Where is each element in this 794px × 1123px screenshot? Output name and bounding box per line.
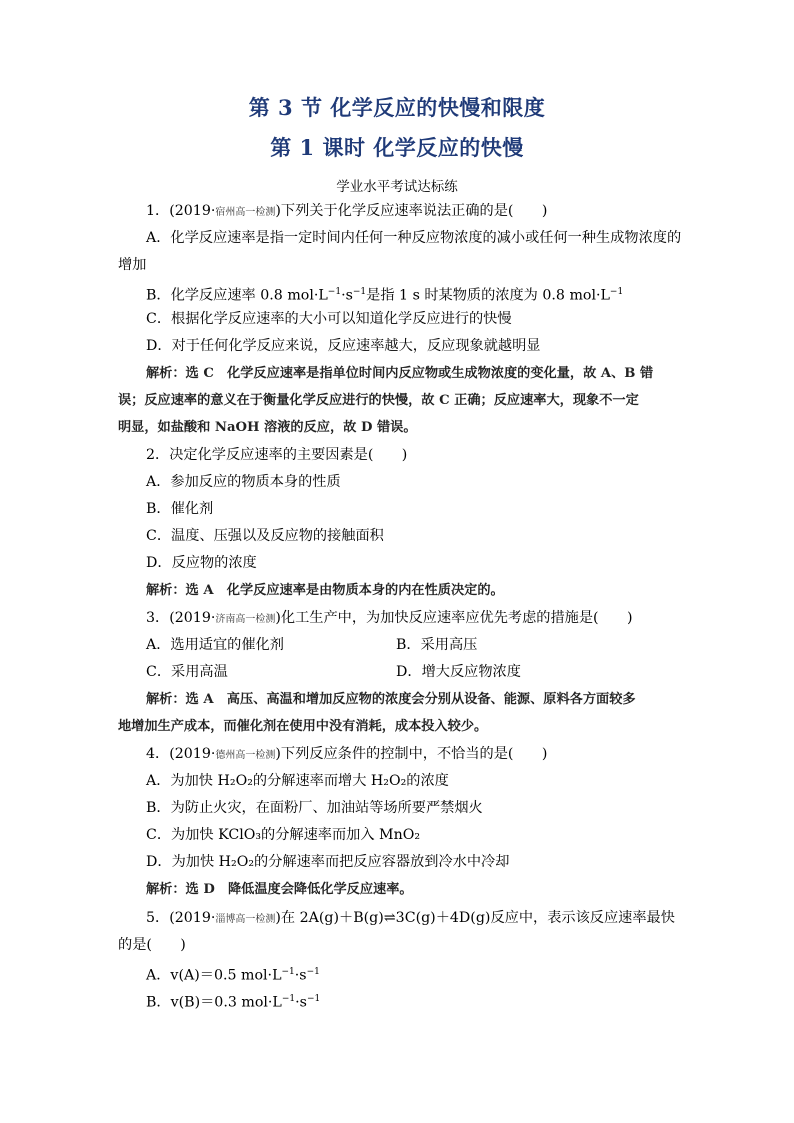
q5-option-a: A．v(A)＝0.5 $mol\cdot L^{-1}\cdot s^{-1}$ [146,967,320,984]
exercise-subtitle: 学业水平考试达标练 [336,179,458,195]
q5-option-b: B．v(B)＝0.3 $mol\cdot L^{-1}\cdot s^{-1}$ [146,994,321,1011]
q1-explanation-3: 明显，如盐酸和 NaOH 溶液的反应，故 D 错误。 [118,420,417,435]
question-3-source: 济南高一检测 [215,614,276,625]
q2-option-a: A．参加反应的物质本身的性质 [146,474,341,490]
q1-option-d: D．对于任何化学反应来说，反应速率越大，反应现象就越明显 [146,338,541,354]
q2-option-d: D．反应物的浓度 [146,555,257,571]
lesson-title: 第 1 课时 化学反应的快慢 [270,135,524,160]
question-4-source: 德州高一检测 [215,750,276,761]
q3-explanation-2: 地增加生产成本，而催化剂在使用中没有消耗，成本投入较少。 [118,719,488,734]
q3-option-b: B．采用高压 [396,637,478,653]
q1-option-a-cont: 增加 [118,257,147,273]
question-1-stem: 1．(2019·宿州高一检测)下列关于化学反应速率说法正确的是( ) [146,203,548,219]
q4-option-b: B．为防止火灾，在面粉厂、加油站等场所要严禁烟火 [146,800,483,816]
q1-option-c: C．根据化学反应速率的大小可以知道化学反应进行的快慢 [146,311,512,327]
q4-option-d: D．为加快 H₂O₂的分解速率而把反应容器放到冷水中冷却 [146,854,510,870]
q2-option-c: C．温度、压强以及反应物的接触面积 [146,528,384,544]
q4-option-a: A．为加快 H₂O₂的分解速率而增大 H₂O₂的浓度 [146,773,449,789]
q3-option-a: A．选用适宜的催化剂 [146,637,284,653]
q1-explanation-2: 误；反应速率的意义在于衡量化学反应进行的快慢，故 C 正确；反应速率大，现象不一定 [118,393,639,408]
question-5-stem: 5．(2019·淄博高一检测)在 2A(g)＋B(g)⇌3C(g)＋4D(g)反应中，表示该反应速率最快 [146,910,675,926]
q4-option-c: C．为加快 KClO₃的分解速率而加入 MnO₂ [146,827,421,843]
question-5-source: 淄博高一检测 [215,914,276,925]
q3-option-c: C．采用高温 [146,664,228,680]
q4-explanation: 解析：选 D 降低温度会降低化学反应速率。 [146,882,413,897]
q1-explanation: 解析：选 C 化学反应速率是指单位时间内反应物或生成物浓度的变化量，故 A、B 错 [146,366,654,381]
q3-option-d: D．增大反应物浓度 [396,664,521,680]
q2-option-b: B．催化剂 [146,501,214,517]
q3-explanation: 解析：选 A 高压、高温和增加反应物的浓度会分别从设备、能源、原料各方面较多 [146,692,636,707]
q2-explanation: 解析：选 A 化学反应速率是由物质本身的内在性质决定的。 [146,583,504,598]
question-2-stem: 2．决定化学反应速率的主要因素是( ) [146,447,408,463]
question-3-stem: 3．(2019·济南高一检测)化工生产中，为加快反应速率应优先考虑的措施是( ) [146,610,633,626]
question-1-source: 宿州高一检测 [215,207,276,218]
q1-option-b: B．化学反应速率 0.8 $mol\cdot L^{-1}\cdot s^{-1}$是指 1 s 时某物质的浓度为 0.8 $mol\cdot L^{-1}$ [146,287,624,304]
q1-option-a: A．化学反应速率是指一定时间内任何一种反应物浓度的减小或任何一种生成物浓度的 [146,230,682,246]
question-4-stem: 4．(2019·德州高一检测)下列反应条件的控制中，不恰当的是( ) [146,746,548,762]
section-title: 第 3 节 化学反应的快慢和限度 [248,95,546,120]
question-5-stem-cont: 的是( ) [118,937,186,953]
